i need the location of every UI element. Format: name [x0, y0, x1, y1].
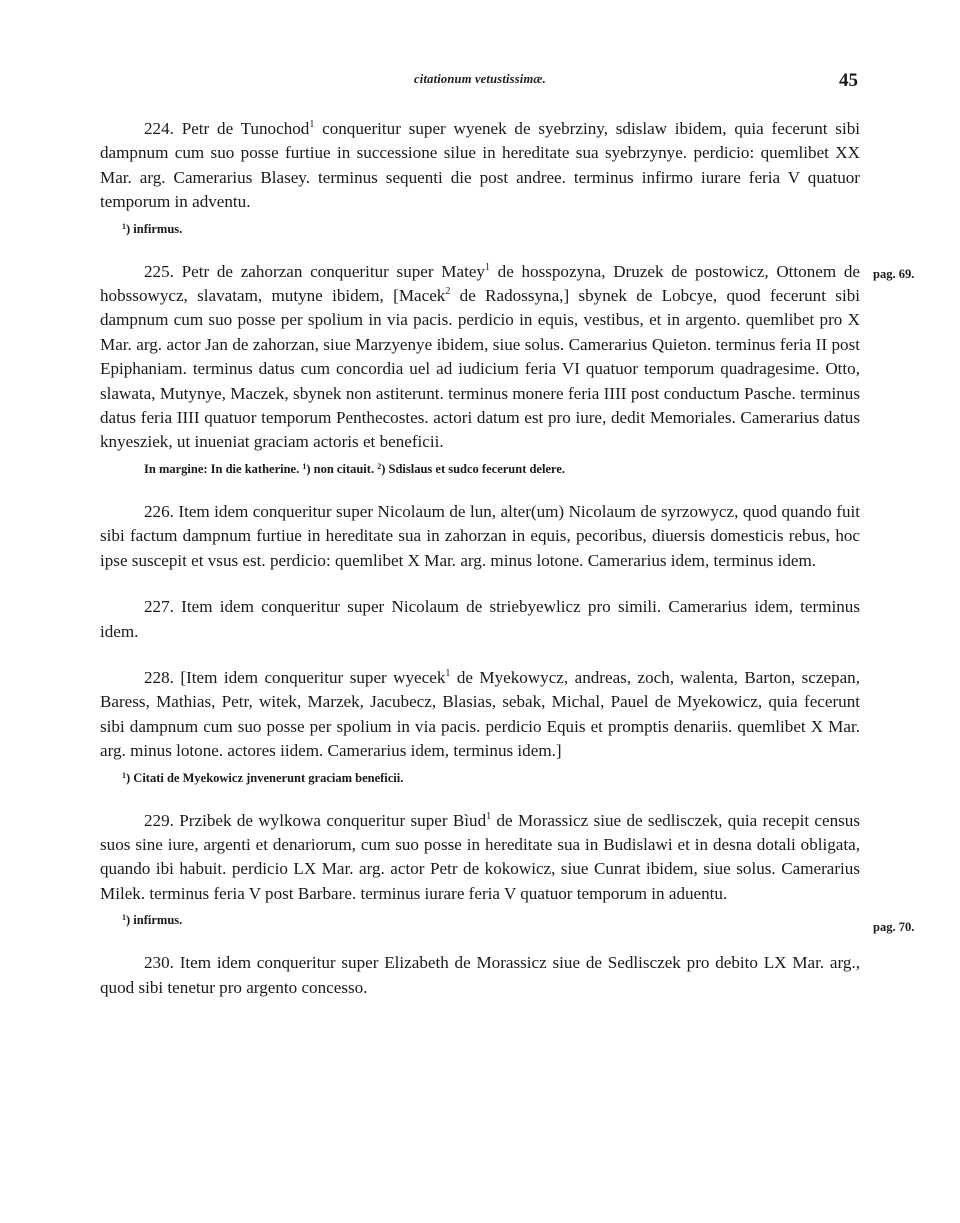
entry-number: 225.: [144, 261, 174, 281]
footnote: In margine: In die katherine. $^1$) non citauit. $^2$) Sdislaus et sudco fecerunt delere.: [144, 461, 565, 476]
entry-text-segment: conqueritur super wyenek de syebrziny, sdislaw ibidem, quia fecerunt sibi dampnum cum suo posse furtiue in successione silue in hereditate sua syebrzynye. perdicio: quemlibet XX Mar. arg. Camerarius Blasey. terminus sequenti die post andree. terminus infirmo iurare feria V quatuor temporum in adventu.: [100, 119, 861, 212]
footnote-marker: 1: [486, 810, 492, 822]
entry-text-segment: Item idem conqueritur super Nicolaum de lun, alter(um) Nicolaum de syrzowycz, quod quando fuit sibi factum dampnum furtiue in hereditate sua in zahorzan in equis, pecoribus, diuersis domesticis rebus, hoc ipse suscepit et vsus est. perdicio: quemlibet X Mar. arg. minus lotone. Camerarius idem, terminus idem.: [100, 501, 860, 570]
entry: [100, 117, 860, 238]
entry-text: [100, 500, 860, 573]
entry-number: 229.: [144, 810, 174, 830]
entry-text-segment: Item idem conqueritur super Nicolaum de striebyewlicz pro simili. Camerarius idem, terminus idem.: [100, 597, 860, 641]
footnote-marker: 2: [445, 286, 451, 298]
entry-text-segment: de Radossyna,] sbynek de Lobcye, quod fecerunt sibi dampnum cum suo posse per spolium in via pacis. perdicio in equis, vestibus, et in argento. quemlibet pro X Mar. arg. actor Jan de zahorzan, siue Marzyenye ibidem, siue solus. Camerarius Quieton. terminus feria II post Epiphaniam. terminus datus cum concordia uel ad iudicium feria VI quatuor temporum quadragesime. Otto, slawata, Mutynye, Maczek, sbynek non astiterunt. terminus monere feria IIII post conductum Pasche. terminus datus feria IIII quatuor temporum Penthecostes. actori datum est pro iure, dedit Memoriales. Camerarius datus knyesziek, ut inueniat graciam actoris et beneficii.: [100, 286, 860, 452]
entry-text: [100, 595, 860, 644]
entry-text-segment: de Morassicz siue de sedlisczek, quia recepit census suos sine iure, argenti et denariorum, cum suo posse in hereditate sua in Budislawi et in desna dotali obligata, quando ibi habuit. perdicio LX Mar. arg. actor Petr de kokowicz, siue Cunrat ibidem, siue solus. Camerarius Milek. terminus feria V post Barbare. terminus iurare feria V quatuor temporum in aduentu.: [100, 810, 861, 903]
entry-text-segment: Przibek de wylkowa conqueritur super Bìud: [179, 810, 487, 830]
footnote: $^1$) Citati de Myekowicz jnvenerunt graciam beneficii.: [122, 770, 404, 785]
entry-text-segment: Petr de Tunochod: [181, 119, 310, 138]
entry-text-segment: [Item idem conqueritur super wyecek: [180, 667, 446, 687]
entry-number: 228.: [144, 667, 174, 687]
footnote-marker: 1: [484, 261, 490, 273]
entry-text-segment: Item idem conqueritur super Elizabeth de Morassicz siue de Sedlisczek pro debito LX Mar. arg., quod sibi tenetur pro argento concesso.: [100, 953, 860, 997]
side-note-page-ref: pag. 69.: [873, 267, 915, 281]
document-body: [100, 117, 860, 1022]
entry-text-segment: de hosspozyna, Druzek de postowicz, Ottonem de hobssowycz, slavatam, mutyne ibidem, [Macek: [100, 261, 860, 306]
entry-text: [100, 666, 860, 764]
entry: [100, 500, 860, 573]
entry-number: 230.: [144, 953, 174, 973]
entry-text: [100, 809, 860, 907]
entry: [100, 666, 860, 787]
footnote-marker: 1: [445, 667, 451, 679]
entry-text-segment: de Myekowycz, andreas, zoch, walenta, Barton, sczepan, Baress, Mathias, Petr, witek, Marzek, Jacubecz, Blasias, sebak, Michal, Pauel de Myekowicz, quia fecerunt sibi dampnum cum suo posse per spolium in via pacis. perdicio Equis et promptis denariis. quemlibet X Mar. arg. minus lotone. actores iidem. Camerarius idem, terminus idem.]: [100, 667, 860, 761]
footnote: $^1$) infirmus.: [122, 221, 183, 236]
entry-number: 226.: [144, 501, 174, 521]
entry: [100, 595, 860, 644]
entry: [100, 951, 860, 1000]
footnote: $^1$) infirmus.: [122, 913, 183, 928]
entry-text-segment: Petr de zahorzan conqueritur super Matey: [181, 261, 485, 281]
running-title: citationum vetustissimæ.: [414, 72, 546, 86]
entry-text: [100, 260, 860, 455]
entry-number: 224.: [144, 119, 174, 138]
entry-text: [100, 117, 860, 215]
entry-list: [100, 117, 860, 1000]
side-note-page-ref: pag. 70.: [873, 920, 915, 934]
entry-text: [100, 951, 860, 1000]
entry: [100, 809, 860, 930]
footnote-marker: 1: [309, 119, 315, 130]
entry: [100, 260, 860, 478]
page-number: 45: [839, 70, 858, 91]
entry-number: 227.: [144, 597, 174, 617]
